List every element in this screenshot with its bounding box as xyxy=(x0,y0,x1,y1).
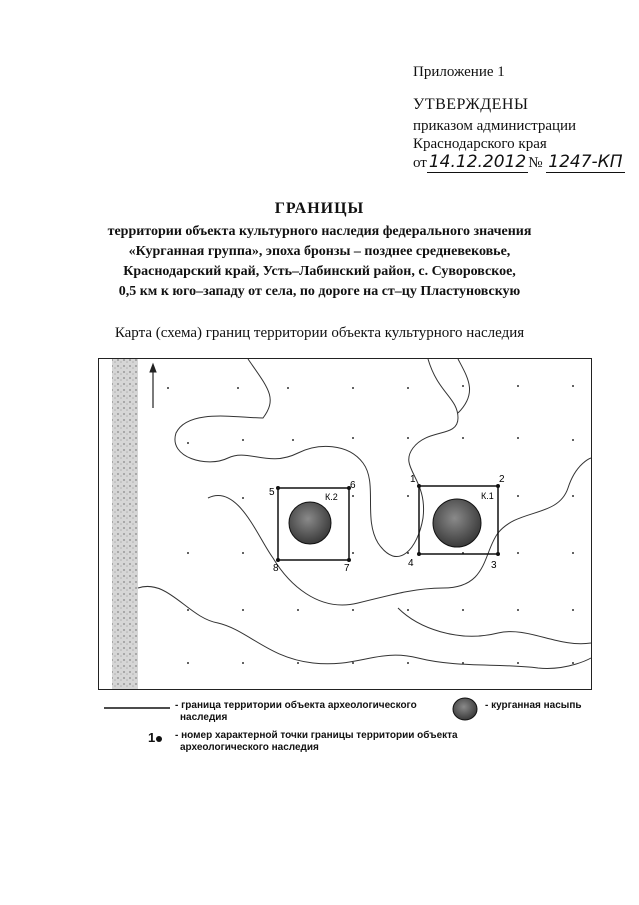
legend-boundary-line1: - граница территории объекта археологического xyxy=(175,700,417,711)
boundary-line-symbol xyxy=(104,706,170,710)
boundary-point-label: 4 xyxy=(408,558,414,569)
title-line-2: «Курганная группа», эпоха бронзы – позднее средневековье, xyxy=(128,244,511,259)
handwritten-date: 14.12.2012 xyxy=(428,152,527,172)
point-number-label: 1 xyxy=(148,730,156,745)
boundary-point-label: 1 xyxy=(410,474,416,485)
title-line-1: территории объекта культурного наследия федерального значения xyxy=(107,224,532,239)
boundary-point-label: 6 xyxy=(350,480,356,491)
title-line-4: 0,5 км к юго–западу от села, по дороге на ст–цу Пластуновскую xyxy=(118,284,521,299)
legend-boundary-line2: наследия xyxy=(180,712,228,723)
boundary-point-label: 7 xyxy=(344,563,350,574)
road-strip xyxy=(112,359,138,689)
point-dot-icon xyxy=(156,736,162,742)
document-title: ГРАНИЦЫ xyxy=(274,200,365,217)
boundary-point-label: 2 xyxy=(499,474,505,485)
legend xyxy=(104,700,604,770)
number-prefix: № xyxy=(528,155,543,171)
title-line-3: Краснодарский край, Усть–Лабинский район, с. Суворовское, xyxy=(123,264,516,279)
order-date-line xyxy=(413,152,625,172)
boundary-point-label: 8 xyxy=(273,563,279,574)
boundary-point-label: 3 xyxy=(491,560,497,571)
handwritten-number: 1247-КП xyxy=(548,152,623,172)
order-line-2: Краснодарского края xyxy=(413,136,547,152)
boundary-point-label: 5 xyxy=(269,487,275,498)
date-prefix: от xyxy=(413,155,427,171)
mound-symbol-icon xyxy=(450,696,480,722)
approved-label: УТВЕРЖДЕНЫ xyxy=(413,96,529,113)
boundary-map xyxy=(98,358,592,690)
order-line-1: приказом администрации xyxy=(413,118,577,134)
legend-point-line1: - номер характерной точки границы территории объекта xyxy=(175,730,458,741)
mound-label: К.1 xyxy=(481,491,494,501)
mound-label: К.2 xyxy=(325,492,338,502)
point-symbol xyxy=(148,730,162,745)
legend-point-line2: археологического наследия xyxy=(180,742,319,753)
legend-mound-label: - курганная насыпь xyxy=(485,700,582,711)
appendix-label: Приложение 1 xyxy=(413,64,505,80)
map-caption: Карта (схема) границ территории объекта культурного наследия xyxy=(114,325,525,341)
